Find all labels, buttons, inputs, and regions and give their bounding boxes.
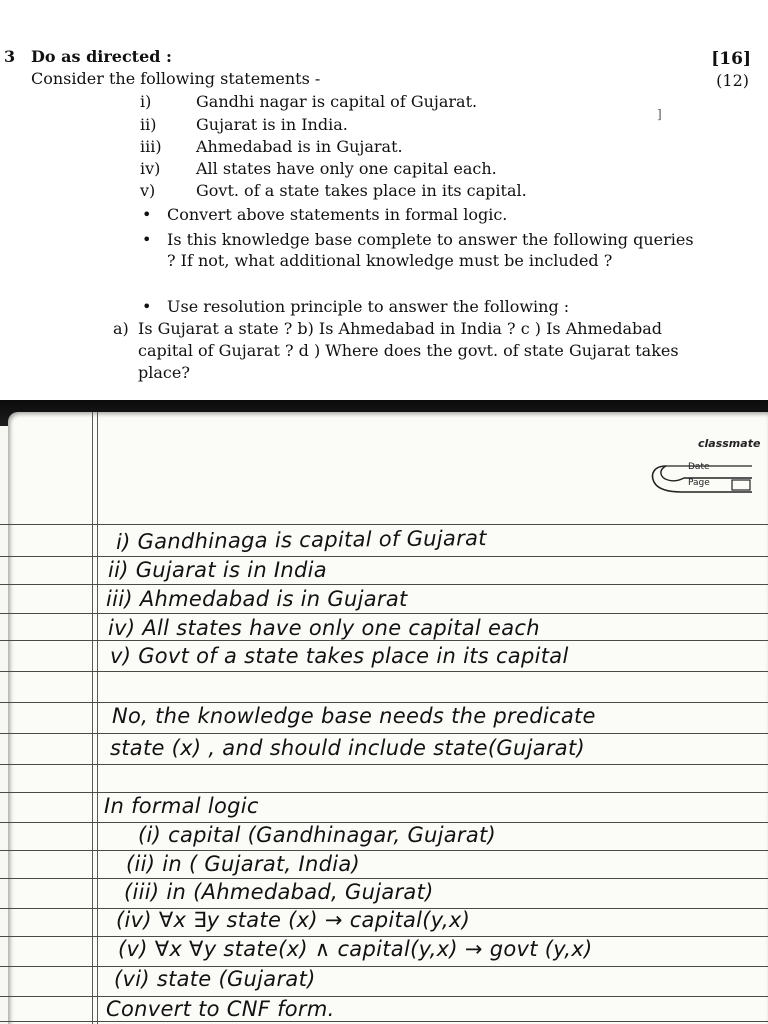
ruled-line	[0, 1021, 768, 1022]
handwritten-line: i) Gandhinaga is capital of Gujarat	[115, 526, 487, 554]
handwritten-line: (i) capital (Gandhinagar, Gujarat)	[138, 823, 497, 847]
bullet-text: Use resolution principle to answer the following :	[167, 297, 570, 316]
ruled-line	[0, 878, 768, 879]
statement-number: iv)	[140, 159, 161, 178]
statement-number: v)	[140, 181, 156, 200]
question-title: Do as directed :	[31, 47, 172, 66]
statement-number: iii)	[140, 137, 162, 156]
sub-question-label: a)	[113, 319, 129, 338]
question-marks: [16]	[711, 49, 751, 69]
bullet-text: Is this knowledge base complete to answer the following queries ? If not, what additional knowledge must be included ?	[167, 230, 694, 270]
question-sub-marks: (12)	[716, 71, 749, 90]
ruled-line	[0, 733, 768, 734]
statement-text: Ahmedabad is in Gujarat.	[196, 137, 403, 156]
ruled-line	[0, 613, 768, 614]
statement-item	[140, 137, 403, 156]
handwritten-line: No, the knowledge base needs the predicate	[112, 704, 596, 728]
handwritten-line: iv) All states have only one capital each	[108, 616, 540, 640]
statement-item	[140, 92, 477, 111]
statement-item	[140, 159, 497, 178]
ruled-line	[0, 702, 768, 703]
ruled-line	[0, 850, 768, 851]
statement-text: All states have only one capital each.	[196, 159, 497, 178]
margin-line	[92, 412, 93, 1024]
statement-item	[140, 115, 348, 134]
ruled-line	[0, 792, 768, 793]
handwritten-line: In formal logic	[104, 794, 259, 818]
ruled-line	[0, 584, 768, 585]
handwritten-line: (v) ∀x ∀y state(x) ∧ capital(y,x) → govt (y,x)	[118, 937, 593, 961]
bullet-item	[142, 204, 702, 225]
classmate-logo-icon	[648, 444, 760, 504]
sub-question-text: Is Gujarat a state ? b) Is Ahmedabad in India ? c ) Is Ahmedabad capital of Gujarat ? d ) Where does the govt. of state Gujarat takes place?	[138, 319, 679, 382]
statement-number: i)	[140, 92, 152, 111]
ruled-line	[0, 556, 768, 557]
page-label: Page	[688, 478, 710, 488]
statement-text: Gujarat is in India.	[196, 115, 348, 134]
date-label: Date	[688, 462, 710, 472]
handwritten-line: ii) Gujarat is in India	[108, 558, 327, 582]
statement-text: Govt. of a state takes place in its capital.	[196, 181, 527, 200]
ruled-line	[0, 671, 768, 672]
bullet-item	[142, 296, 702, 317]
notebook-photo	[0, 400, 768, 1024]
statement-number: ii)	[140, 115, 157, 134]
bullet-icon: •	[142, 230, 152, 249]
handwritten-line: v) Govt of a state takes place in its capital	[110, 644, 569, 668]
bullet-item	[142, 229, 702, 271]
statement-item	[140, 181, 527, 200]
handwritten-line: (iii) in (Ahmedabad, Gujarat)	[124, 880, 434, 904]
handwritten-line: state (x) , and should include state(Gujarat)	[110, 736, 586, 760]
ruled-line	[0, 640, 768, 641]
bullet-text: Convert above statements in formal logic.	[167, 205, 508, 224]
handwritten-line: (vi) state (Gujarat)	[114, 967, 316, 991]
handwritten-line: (iv) ∀x ∃y state (x) → capital(y,x)	[116, 908, 471, 932]
handwritten-line: Convert to CNF form.	[106, 997, 335, 1021]
bullet-icon: •	[142, 297, 152, 316]
question-block	[0, 0, 768, 400]
question-intro: Consider the following statements -	[31, 69, 321, 88]
handwritten-line: iii) Ahmedabad is in Gujarat	[106, 587, 408, 611]
ruled-line	[0, 764, 768, 765]
question-number: 3	[4, 47, 16, 66]
sub-questions	[113, 318, 693, 384]
ruled-line	[0, 524, 768, 525]
classmate-brand: classmate	[698, 437, 761, 450]
side-mark: ]	[657, 107, 662, 121]
statement-text: Gandhi nagar is capital of Gujarat.	[196, 92, 478, 111]
bullet-icon: •	[142, 205, 152, 224]
margin-line	[97, 412, 98, 1024]
handwritten-line: (ii) in ( Gujarat, India)	[126, 852, 361, 876]
